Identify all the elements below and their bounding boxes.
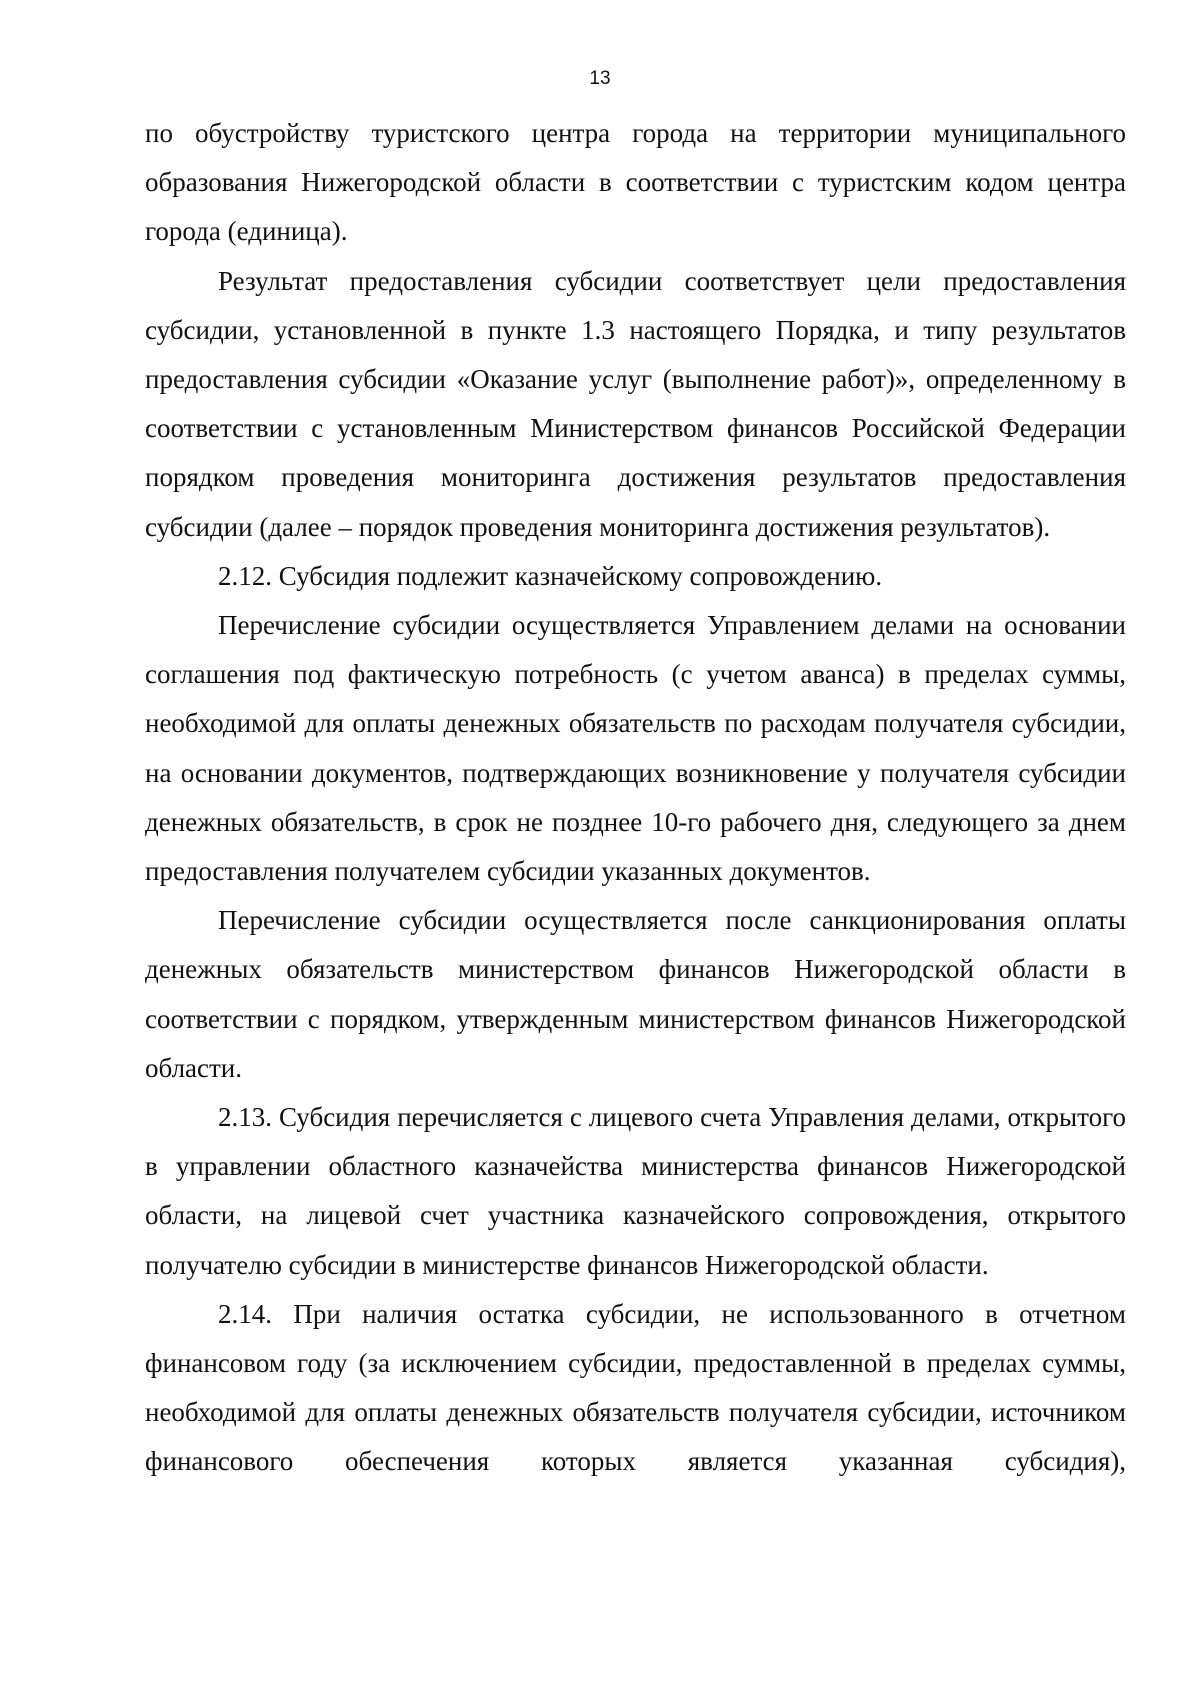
paragraph-result: Результат предоставления субсидии соответствует цели предоставления субсидии, установленной в пункте 1.3 настоящего Порядка, и типу результатов предоставления субсидии «Оказание услуг (выполнение работ)», определенному в соответствии с установленным Министерством финансов Российской Федерации порядком проведения мониторинга достижения результатов предоставления субсидии (далее – порядок проведения мониторинга достижения результатов). [145,265,1126,542]
paragraph-2-12: 2.12. Субсидия подлежит казначейскому сопровождению. [218,560,883,591]
paragraph-authorization: Перечисление субсидии осуществляется после санкционирования оплаты денежных обязательств министерством финансов Нижегородской области в соответствии с порядком, утвержденным министерством финансов Нижегородской области. [145,905,1126,1083]
paragraph-2-13: 2.13. Субсидия перечисляется с лицевого счета Управления делами, открытого в управлении областного казначейства министерства финансов Нижегородской области, на лицевой счет участника казначейского сопровождения, открытого получателю субсидии в министерстве финансов Нижегородской области. [145,1102,1126,1280]
paragraph-2-14: 2.14. При наличия остатка субсидии, не использованного в отчетном финансовом году (за исключением субсидии, предоставленной в пределах суммы, необходимой для оплаты денежных обязательств получателя субсидии, источником финансового обеспечения которых является указанная субсидия), [145,1298,1126,1477]
page-number: 13 [589,68,611,89]
document-body [145,109,1126,1487]
paragraph-continuation: по обустройству туристского центра города на территории муниципального образования Нижегородской области в соответствии с туристским кодом центра города (единица). [145,118,1126,247]
paragraph-transfer: Перечисление субсидии осуществляется Управлением делами на основании соглашения под фактическую потребность (с учетом аванса) в пределах суммы, необходимой для оплаты денежных обязательств по расходам получателя субсидии, на основании документов, подтверждающих возникновение у получателя субсидии денежных обязательств, в срок не позднее 10-го рабочего дня, следующего за днем предоставления получателем субсидии указанных документов. [145,610,1126,887]
